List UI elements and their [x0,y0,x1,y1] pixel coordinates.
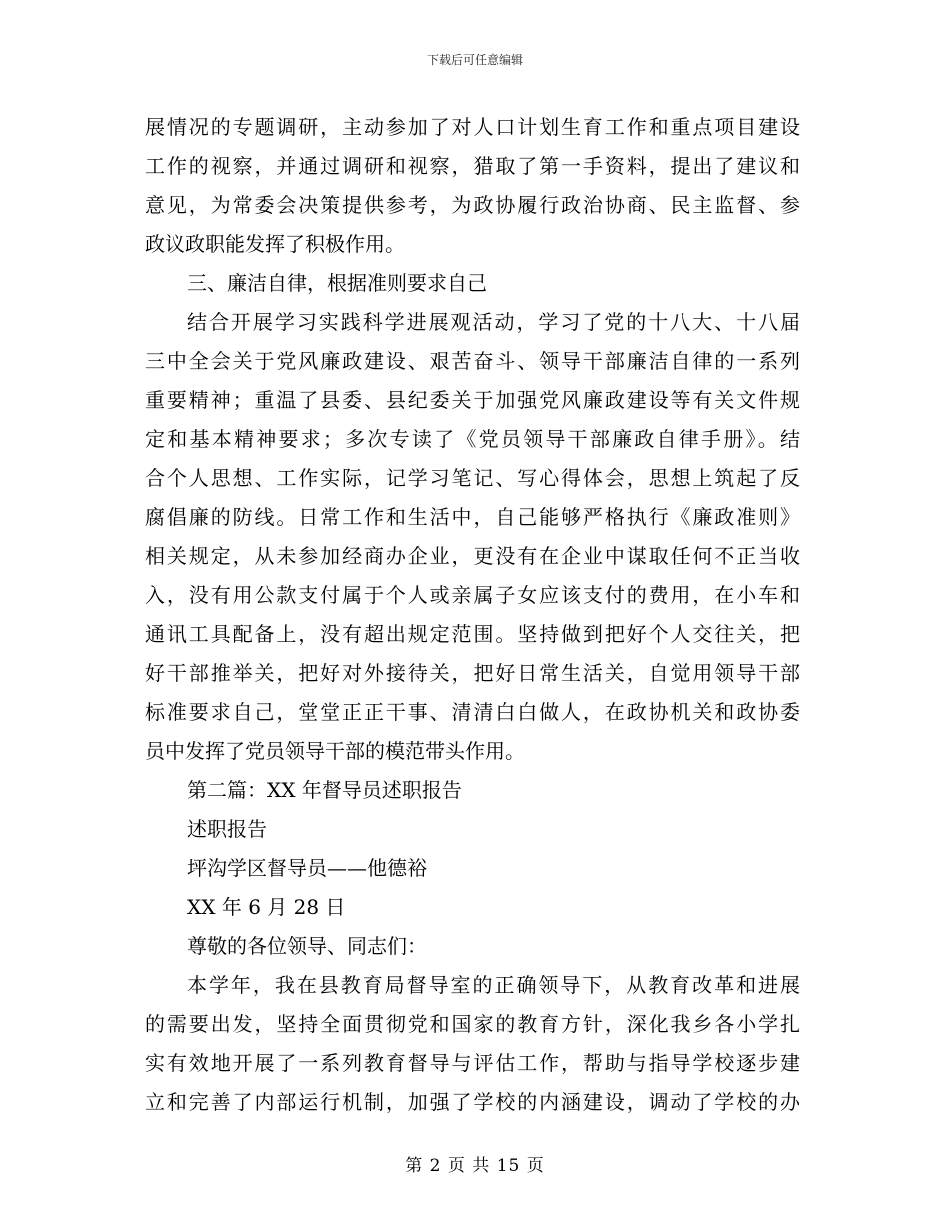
text-line: 尊敬的各位领导、同志们： [187,934,427,958]
text-line: 立和完善了内部运行机制，加强了学校的内涵建设，调动了学校的办 [145,1090,800,1114]
text-line: 实有效地开展了一系列教育督导与评估工作，帮助与指导学校逐步建 [145,1051,800,1075]
text-line: 定和基本精神要求；多次专读了《党员领导干部廉政自律手册》。结 [145,427,800,451]
text-line: 腐倡廉的防线。日常工作和生活中，自己能够严格执行《廉政准则》 [145,505,800,529]
text-line: 员中发挥了党员领导干部的模范带头作用。 [145,739,525,763]
document-body [145,108,800,1122]
text-line: 相关规定，从未参加经商办企业，更没有在企业中谋取任何不正当收 [145,544,800,568]
text-line: 重要精神；重温了县委、县纪委关于加强党风廉政建设等有关文件规 [145,388,800,412]
text-line: 的需要出发，坚持全面贯彻党和国家的教育方针，深化我乡各小学扎 [145,1012,800,1036]
text-line: 通讯工具配备上，没有超出规定范围。坚持做到把好个人交往关，把 [145,622,800,646]
text-line: 合个人思想、工作实际，记学习笔记、写心得体会，思想上筑起了反 [145,466,800,490]
text-line: 本学年，我在县教育局督导室的正确领导下，从教育改革和进展 [187,973,800,997]
text-line: 第二篇：XX 年督导员述职报告 [187,778,462,802]
text-line: 标准要求自己，堂堂正正干事、清清白白做人，在政协机关和政协委 [145,700,800,724]
text-line: 坪沟学区督导员——他德裕 [187,856,427,880]
text-line: 述职报告 [187,817,267,841]
text-line: 入，没有用公款支付属于个人或亲属子女应该支付的费用，在小车和 [145,583,800,607]
text-line: 结合开展学习实践科学进展观活动，学习了党的十八大、十八届 [187,310,800,334]
text-line: 工作的视察，并通过调研和视察，猎取了第一手资料，提出了建议和 [145,154,800,178]
text-line: 政议政职能发挥了积极作用。 [145,232,405,256]
page-number: 第 2 页 共 15 页 [405,1156,545,1176]
text-line: 展情况的专题调研，主动参加了对人口计划生育工作和重点项目建设 [145,115,800,139]
text-line: 三中全会关于党风廉政建设、艰苦奋斗、领导干部廉洁自律的一系列 [145,349,800,373]
text-line: 意见，为常委会决策提供参考，为政协履行政治协商、民主监督、参 [145,193,800,217]
page-header: 下载后可任意编辑 [426,53,523,67]
text-line: XX 年 6 月 28 日 [187,895,346,919]
text-line: 三、廉洁自律，根据准则要求自己 [187,271,487,295]
text-line: 好干部推举关，把好对外接待关，把好日常生活关，自觉用领导干部 [145,661,800,685]
